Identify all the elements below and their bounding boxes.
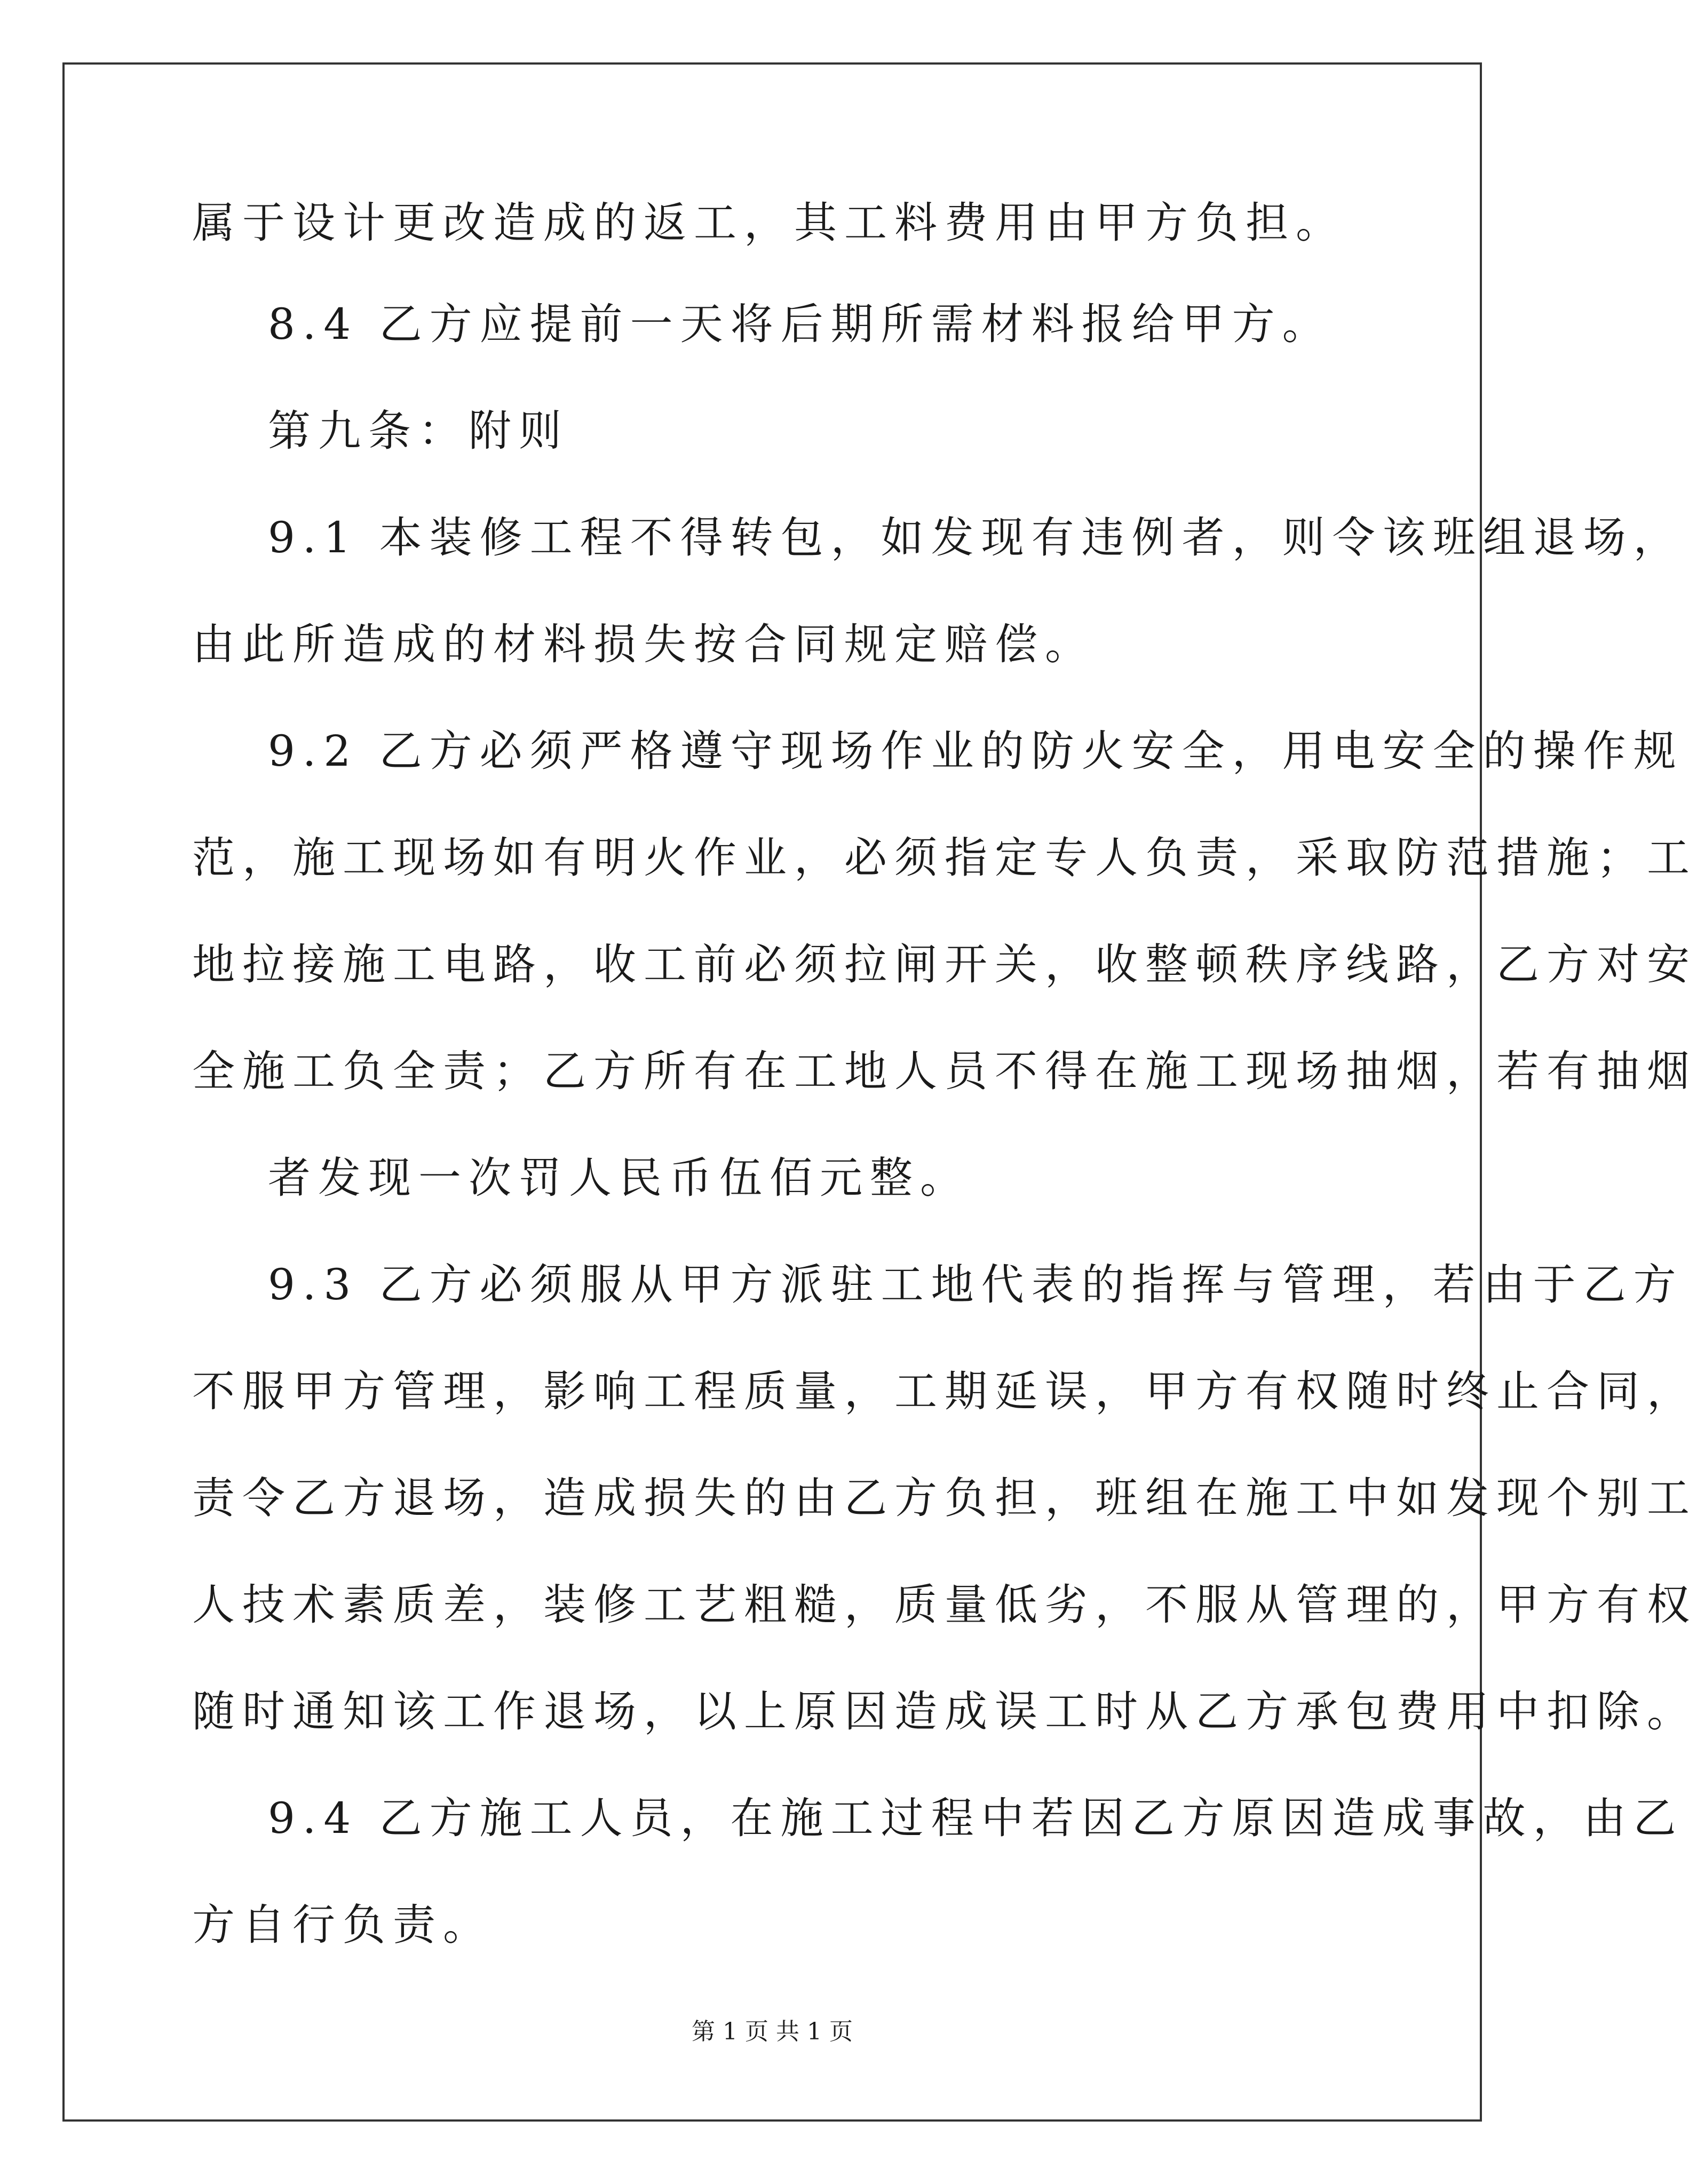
text-line: 不服甲方管理，影响工程质量，工期延误，甲方有权随时终止合同， [192, 1367, 1697, 1416]
text-line: 地拉接施工电路，收工前必须拉闸开关，收整顿秩序线路，乙方对安 [192, 940, 1697, 989]
text-line: 全施工负全责；乙方所有在工地人员不得在施工现场抽烟，若有抽烟 [192, 1046, 1697, 1096]
text-line: 责令乙方退场，造成损失的由乙方负担，班组在施工中如发现个别工 [192, 1473, 1697, 1523]
text-line: 方自行负责。 [192, 1900, 493, 1950]
page-footer [0, 2017, 1544, 2047]
text-line: 9.3 乙方必须服从甲方派驻工地代表的指挥与管理，若由于乙方 [268, 1260, 1684, 1309]
text-line: 随时通知该工作退场，以上原因造成误工时从乙方承包费用中扣除。 [192, 1687, 1697, 1736]
text-line: 人技术素质差，装修工艺粗糙，质量低劣，不服从管理的，甲方有权 [192, 1580, 1697, 1630]
page-number-label: 第 1 页 共 1 页 [692, 2018, 853, 2045]
text-line: 属于设计更改造成的返工，其工料费用由甲方负担。 [192, 198, 1346, 248]
text-line: 范，施工现场如有明火作业，必须指定专人负责，采取防范措施；工 [192, 833, 1697, 883]
text-line: 8.4 乙方应提前一天将后期所需材料报给甲方。 [268, 299, 1333, 349]
text-line: 由此所造成的材料损失按合同规定赔偿。 [192, 620, 1095, 669]
text-line: 者发现一次罚人民币伍佰元整。 [268, 1153, 970, 1203]
section-heading: 第九条：附则 [268, 406, 569, 456]
text-line: 9.1 本装修工程不得转包，如发现有违例者，则令该班组退场， [268, 513, 1684, 562]
text-line: 9.2 乙方必须严格遵守现场作业的防火安全，用电安全的操作规 [268, 726, 1684, 776]
text-line: 9.4 乙方施工人员，在施工过程中若因乙方原因造成事故，由乙 [268, 1793, 1684, 1843]
